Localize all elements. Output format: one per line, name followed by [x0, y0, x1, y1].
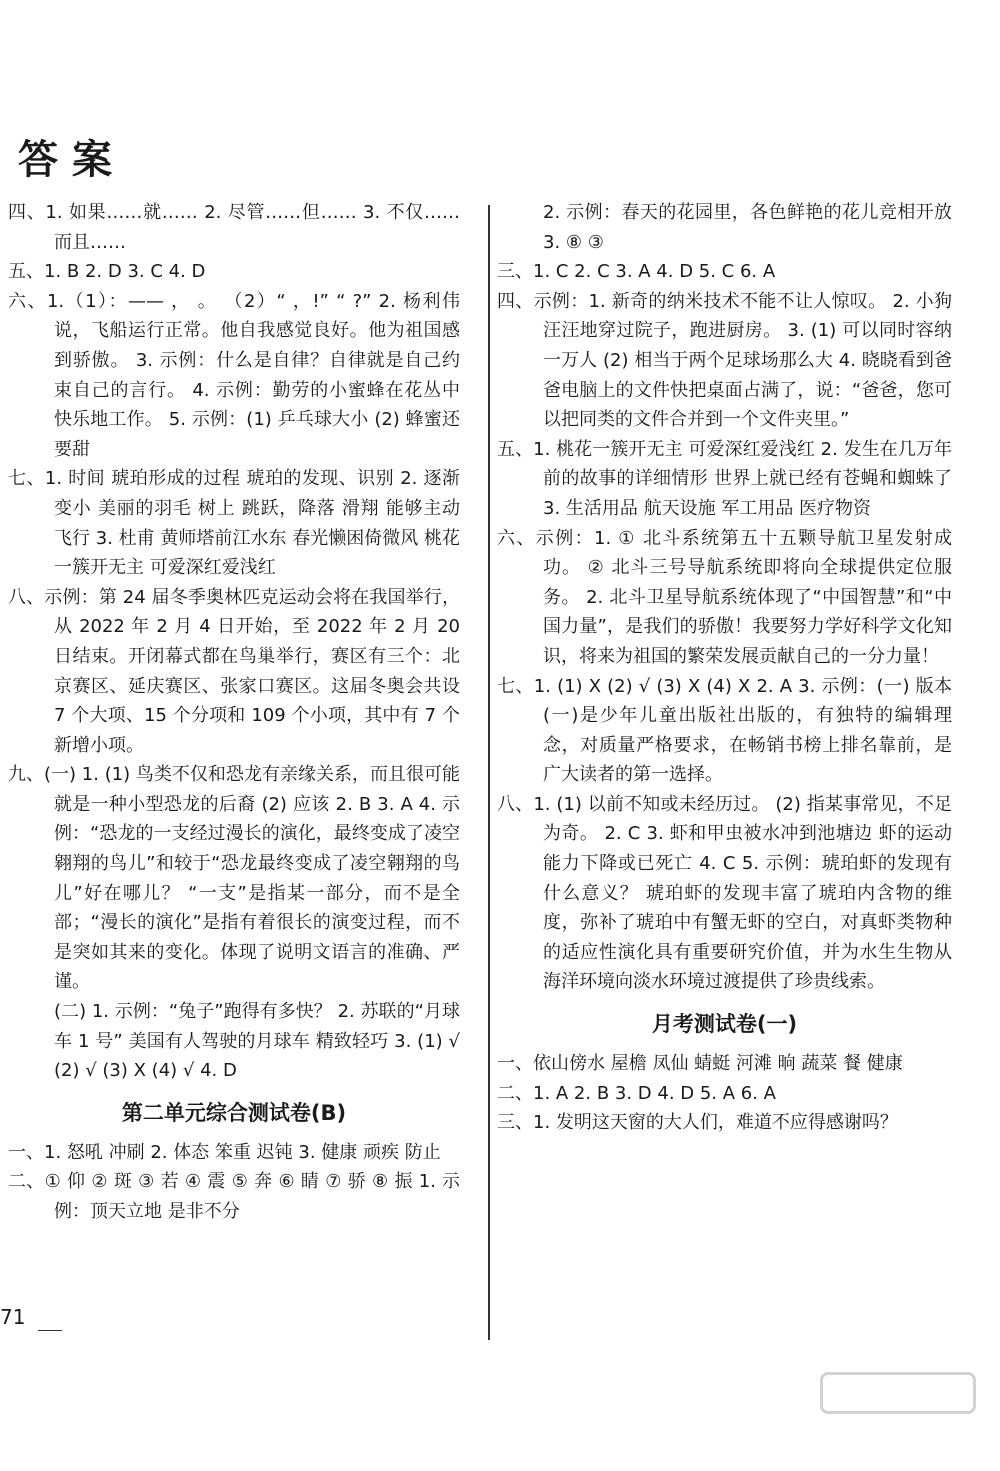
answer-item: 六、示例：1. ① 北斗系统第五十五颗导航卫星发射成功。 ② 北斗三号导航系统即将向全球提供定位服务。 2. 北斗卫星导航系统体现了“中国智慧”和“中国力量”，是我们的骄傲！我要努力学好科学文化知识，将来为祖国的繁荣发展贡献自己的一分力量！ [497, 527, 952, 667]
answer-item: 二、1. A 2. B 3. D 4. D 5. A 6. A [497, 1082, 776, 1104]
answer-item: 三、1. 发明这天窗的大人们，难道不应得感谢吗？ [497, 1112, 898, 1134]
answer-item: 一、依山傍水 屋檐 凤仙 蜻蜓 河滩 晌 蔬菜 餐 健康 [497, 1053, 903, 1075]
left-column [8, 198, 460, 1227]
answer-item: 一、1. 怒吼 冲刷 2. 体态 笨重 迟钝 3. 健康 顽疾 防止 [8, 1141, 441, 1163]
answer-item: 三、1. C 2. C 3. A 4. D 5. C 6. A [497, 261, 776, 283]
answer-item: 九、(一) 1. (1) 鸟类不仅和恐龙有亲缘关系，而且很可能就是一种小型恐龙的后裔 (2) 应该 2. B 3. A 4. 示例：“恐龙的一支经过漫长的演化，最终变成了凌空翱翔的鸟儿”和较于“恐龙最终变成了凌空翱翔的鸟儿”好在哪儿？ “一支”是指某一部分，而不是全部；“漫长的演化”是指有着很长的演变过程，而不是突如其来的变化。体现了说明文语言的准确、严谨。 [8, 764, 460, 993]
answer-item: 五、1. B 2. D 3. C 4. D [8, 261, 206, 283]
answer-item: 六、1.（1）：—— ， 。 （2）“ ，!” “ ?” 2. 杨利伟说，飞船运行正常。他自我感觉良好。他为祖国感到骄傲。 3. 示例：什么是自律？自律就是自己约束自己的言行。 4. 示例：勤劳的小蜜蜂在花丛中快乐地工作。 5. 示例：(1) 乒乓球大小 (2) 蜂蜜还要甜 [8, 290, 460, 460]
answer-item: 七、1. (1) X (2) √ (3) X (4) X 2. A 3. 示例：(一) 版本(一)是少年儿童出版社出版的，有独特的编辑理念，对质量严格要求，在畅销书榜上排名靠前，是广大读者的第一选择。 [497, 675, 952, 786]
answer-item: 四、示例：1. 新奇的纳米技术不能不让人惊叹。 2. 小狗汪汪地穿过院子，跑进厨房。 3. (1) 可以同时容纳一万人 (2) 相当于两个足球场那么大 4. 晓晓看到爸爸电脑上的文件快把桌面占满了，说：“爸爸，您可以把同类的文件合并到一个文件夹里。” [497, 290, 952, 431]
page-title: 答案 [18, 136, 126, 183]
right-column [497, 198, 952, 1138]
answer-item: 八、1. (1) 以前不知或未经历过。 (2) 指某事常见，不足为奇。 2. C 3. 虾和甲虫被水冲到池塘边 虾的运动能力下降或已死亡 4. C 5. 示例：琥珀虾的发现有什么意义？ 琥珀虾的发现丰富了琥珀内含物的维度，弥补了琥珀中有蟹无虾的空白，对真虾类物种的适应性演化具有重要研究价值，并为水生生物从海洋环境向淡水环境过渡提供了珍贵线索。 [497, 793, 952, 993]
answer-item: 二、① 仰 ② 斑 ③ 若 ④ 震 ⑤ 奔 ⑥ 睛 ⑦ 骄 ⑧ 振 1. 示例：顶天立地 是非不分 [8, 1171, 460, 1222]
section-title: 第二单元综合测试卷(B) [121, 1100, 347, 1125]
answer-item: 五、1. 桃花一簇开无主 可爱深红爱浅红 2. 发生在几万年前的故事的详细情形 世界上就已经有苍蝇和蜘蛛了 3. 生活用品 航天设施 军工用品 医疗物资 [497, 438, 952, 519]
answer-item: 八、示例：第 24 届冬季奥林匹克运动会将在我国举行，从 2022 年 2 月 4 日开始，至 2022 年 2 月 20 日结束。开闭幕式都在鸟巢举行，赛区有三个：北京赛区、延庆赛区、张家口赛区。这届冬奥会共设 7 个大项、15 个分项和 109 个小项，其中有 7 个新增小项。 [8, 586, 460, 756]
watermark-logo-icon [820, 1372, 976, 1414]
section-title: 月考测试卷(一) [651, 1012, 798, 1037]
answer-item: (二) 1. 示例：“兔子”跑得有多快？ 2. 苏联的“月球车 1 号” 美国有人驾驶的月球车 精致轻巧 3. (1) √ (2) √ (3) X (4) √ 4. D [54, 1001, 460, 1082]
column-divider [488, 205, 490, 1340]
answer-item: 2. 示例：春天的花园里，各色鲜艳的花儿竞相开放 3. ⑧ ③ [543, 202, 952, 253]
page-number-dash [38, 1330, 62, 1331]
page-number: 71 [0, 1305, 26, 1329]
answer-item: 四、1. 如果……就…… 2. 尽管……但…… 3. 不仅……而且…… [8, 202, 460, 253]
answer-item: 七、1. 时间 琥珀形成的过程 琥珀的发现、识别 2. 逐渐变小 美丽的羽毛 树上 跳跃，降落 滑翔 能够主动飞行 3. 杜甫 黄师塔前江水东 春光懒困倚微风 桃花一簇开无主 可爱深红爱浅红 [8, 468, 460, 579]
